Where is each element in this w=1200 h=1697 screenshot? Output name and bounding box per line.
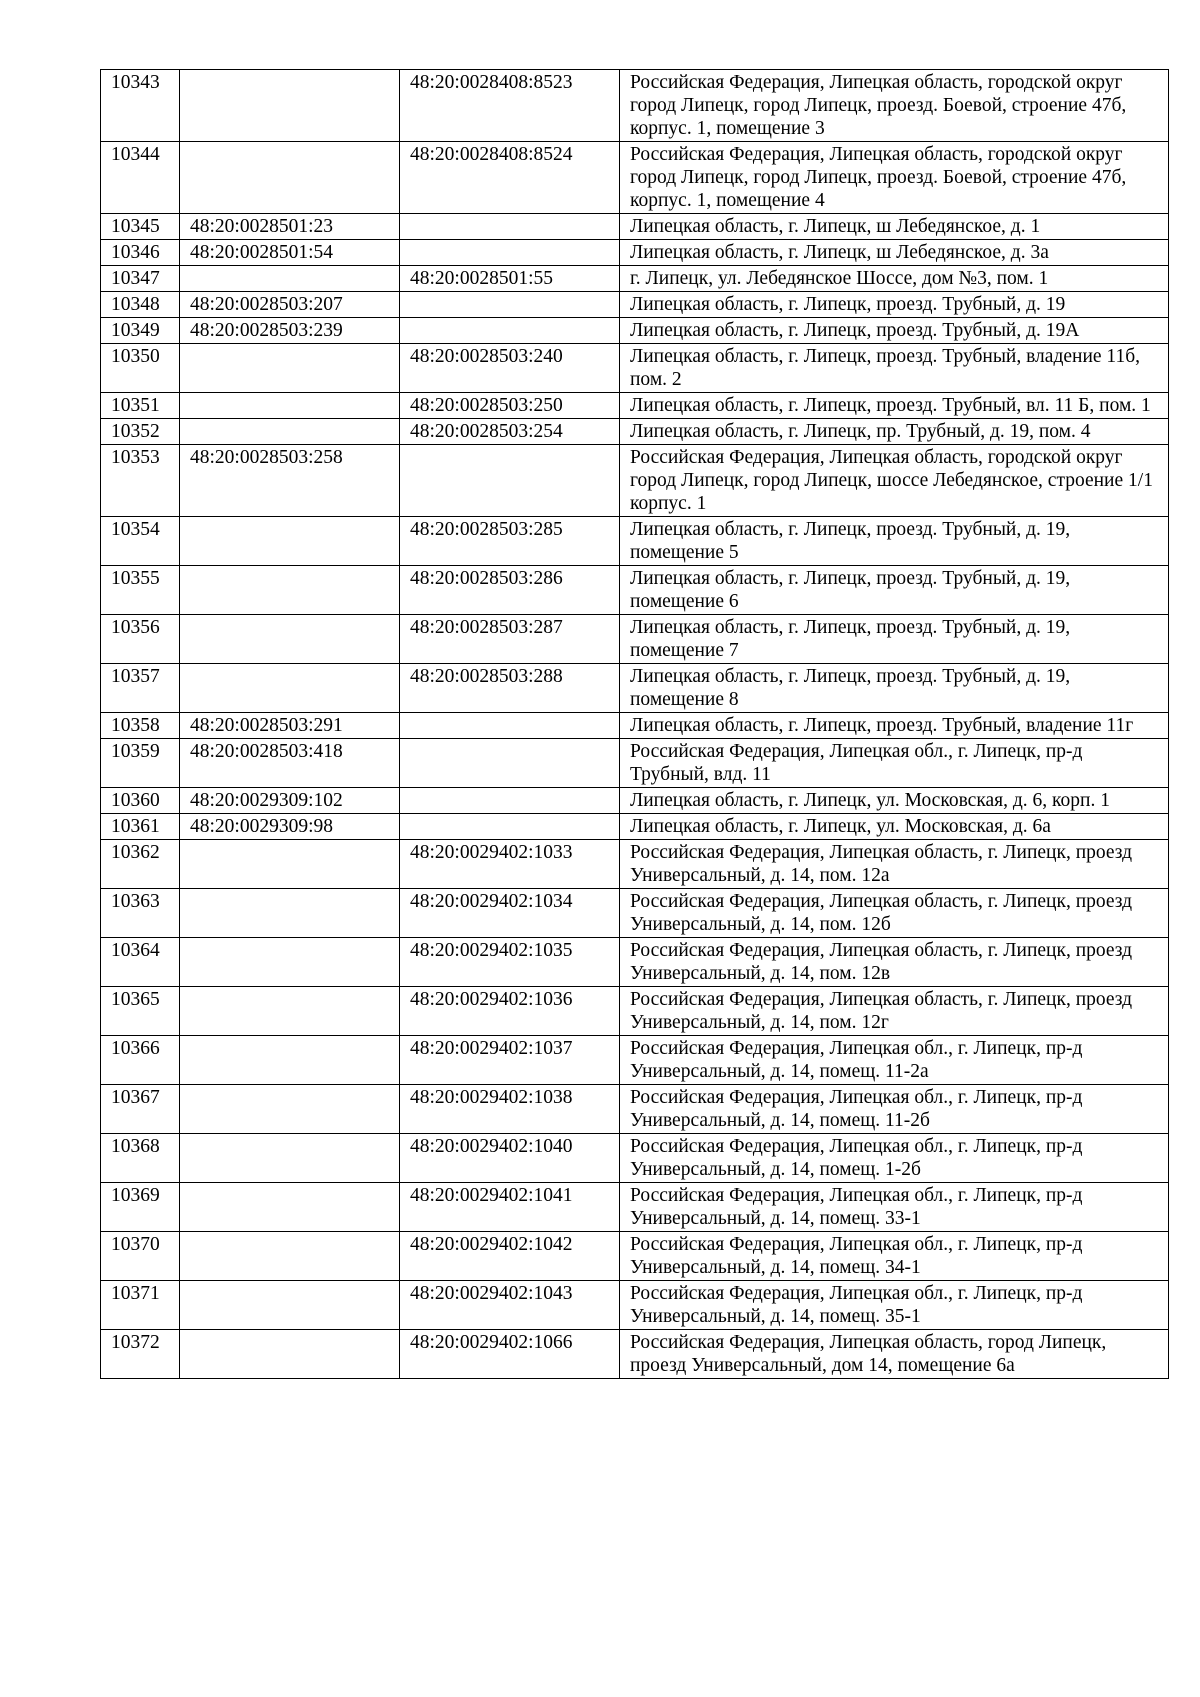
land-cadastral-number-cell: 48:20:0028503:258 <box>180 445 400 517</box>
row-number-cell: 10368 <box>101 1134 180 1183</box>
address-cell: Российская Федерация, Липецкая область, городской округ город Липецк, город Липецк, проезд. Боевой, строение 47б, корпус. 1, помещение 3 <box>620 70 1169 142</box>
land-cadastral-number-cell <box>180 1281 400 1330</box>
land-cadastral-number-cell: 48:20:0028503:291 <box>180 713 400 739</box>
object-cadastral-number-cell: 48:20:0028503:287 <box>400 615 620 664</box>
table-row <box>101 266 1169 292</box>
address-cell: Липецкая область, г. Липецк, проезд. Трубный, д. 19А <box>620 318 1169 344</box>
object-cadastral-number-cell <box>400 788 620 814</box>
row-number-cell: 10372 <box>101 1330 180 1379</box>
land-cadastral-number-cell: 48:20:0028501:23 <box>180 214 400 240</box>
address-cell: Липецкая область, г. Липецк, ш Лебедянское, д. 3а <box>620 240 1169 266</box>
object-cadastral-number-cell: 48:20:0029402:1038 <box>400 1085 620 1134</box>
table-row <box>101 1134 1169 1183</box>
address-cell: Липецкая область, г. Липецк, ул. Московская, д. 6, корп. 1 <box>620 788 1169 814</box>
address-cell: Липецкая область, г. Липецк, проезд. Трубный, д. 19 <box>620 292 1169 318</box>
land-cadastral-number-cell: 48:20:0028501:54 <box>180 240 400 266</box>
object-cadastral-number-cell <box>400 713 620 739</box>
row-number-cell: 10369 <box>101 1183 180 1232</box>
object-cadastral-number-cell: 48:20:0029402:1035 <box>400 938 620 987</box>
address-cell: Липецкая область, г. Липецк, ул. Московская, д. 6а <box>620 814 1169 840</box>
land-cadastral-number-cell <box>180 344 400 393</box>
address-cell: Липецкая область, г. Липецк, ш Лебедянское, д. 1 <box>620 214 1169 240</box>
object-cadastral-number-cell: 48:20:0029402:1042 <box>400 1232 620 1281</box>
row-number-cell: 10371 <box>101 1281 180 1330</box>
table-row <box>101 938 1169 987</box>
object-cadastral-number-cell: 48:20:0028503:240 <box>400 344 620 393</box>
row-number-cell: 10352 <box>101 419 180 445</box>
address-cell: Липецкая область, г. Липецк, проезд. Трубный, д. 19, помещение 6 <box>620 566 1169 615</box>
table-row <box>101 318 1169 344</box>
object-cadastral-number-cell <box>400 214 620 240</box>
address-cell: Российская Федерация, Липецкая обл., г. Липецк, пр-д Трубный, влд. 11 <box>620 739 1169 788</box>
table-row <box>101 840 1169 889</box>
land-cadastral-number-cell <box>180 70 400 142</box>
table-row <box>101 517 1169 566</box>
row-number-cell: 10350 <box>101 344 180 393</box>
address-cell: Российская Федерация, Липецкая область, городской округ город Липецк, город Липецк, проезд. Боевой, строение 47б, корпус. 1, помещение 4 <box>620 142 1169 214</box>
land-cadastral-number-cell: 48:20:0028503:239 <box>180 318 400 344</box>
land-cadastral-number-cell <box>180 1134 400 1183</box>
row-number-cell: 10356 <box>101 615 180 664</box>
object-cadastral-number-cell <box>400 445 620 517</box>
land-cadastral-number-cell <box>180 664 400 713</box>
table-row <box>101 1183 1169 1232</box>
object-cadastral-number-cell: 48:20:0028408:8524 <box>400 142 620 214</box>
address-cell: Липецкая область, г. Липецк, проезд. Трубный, владение 11г <box>620 713 1169 739</box>
table-row <box>101 889 1169 938</box>
row-number-cell: 10346 <box>101 240 180 266</box>
table-row <box>101 142 1169 214</box>
object-cadastral-number-cell: 48:20:0028408:8523 <box>400 70 620 142</box>
address-cell: Российская Федерация, Липецкая обл., г. Липецк, пр-д Универсальный, д. 14, помещ. 35-1 <box>620 1281 1169 1330</box>
row-number-cell: 10370 <box>101 1232 180 1281</box>
object-cadastral-number-cell: 48:20:0029402:1036 <box>400 987 620 1036</box>
address-cell: Липецкая область, г. Липецк, проезд. Трубный, д. 19, помещение 7 <box>620 615 1169 664</box>
row-number-cell: 10362 <box>101 840 180 889</box>
table-row <box>101 1085 1169 1134</box>
address-cell: Российская Федерация, Липецкая область, городской округ город Липецк, город Липецк, шоссе Лебедянское, строение 1/1 корпус. 1 <box>620 445 1169 517</box>
object-cadastral-number-cell: 48:20:0029402:1034 <box>400 889 620 938</box>
object-cadastral-number-cell <box>400 292 620 318</box>
row-number-cell: 10359 <box>101 739 180 788</box>
address-cell: Липецкая область, г. Липецк, проезд. Трубный, владение 11б, пом. 2 <box>620 344 1169 393</box>
row-number-cell: 10353 <box>101 445 180 517</box>
table-row <box>101 739 1169 788</box>
land-cadastral-number-cell <box>180 419 400 445</box>
address-cell: Российская Федерация, Липецкая область, город Липецк, проезд Универсальный, дом 14, помещение 6а <box>620 1330 1169 1379</box>
address-cell: Липецкая область, г. Липецк, проезд. Трубный, вл. 11 Б, пом. 1 <box>620 393 1169 419</box>
land-cadastral-number-cell <box>180 1183 400 1232</box>
land-cadastral-number-cell <box>180 266 400 292</box>
table-row <box>101 713 1169 739</box>
table-row <box>101 1281 1169 1330</box>
object-cadastral-number-cell: 48:20:0028503:250 <box>400 393 620 419</box>
address-cell: Российская Федерация, Липецкая область, г. Липецк, проезд Универсальный, д. 14, пом. 12а <box>620 840 1169 889</box>
object-cadastral-number-cell: 48:20:0028503:286 <box>400 566 620 615</box>
table-row <box>101 1232 1169 1281</box>
land-cadastral-number-cell <box>180 393 400 419</box>
property-register-table <box>100 69 1169 1379</box>
table-row <box>101 1036 1169 1085</box>
table-row <box>101 70 1169 142</box>
land-cadastral-number-cell <box>180 1232 400 1281</box>
object-cadastral-number-cell: 48:20:0028503:254 <box>400 419 620 445</box>
table-row <box>101 344 1169 393</box>
row-number-cell: 10364 <box>101 938 180 987</box>
land-cadastral-number-cell <box>180 987 400 1036</box>
address-cell: Российская Федерация, Липецкая обл., г. Липецк, пр-д Универсальный, д. 14, помещ. 33-1 <box>620 1183 1169 1232</box>
table-row <box>101 615 1169 664</box>
table-row <box>101 419 1169 445</box>
object-cadastral-number-cell: 48:20:0028503:288 <box>400 664 620 713</box>
row-number-cell: 10348 <box>101 292 180 318</box>
land-cadastral-number-cell <box>180 142 400 214</box>
land-cadastral-number-cell <box>180 1036 400 1085</box>
row-number-cell: 10365 <box>101 987 180 1036</box>
object-cadastral-number-cell: 48:20:0029402:1040 <box>400 1134 620 1183</box>
address-cell: Российская Федерация, Липецкая область, г. Липецк, проезд Универсальный, д. 14, пом. 12в <box>620 938 1169 987</box>
table-row <box>101 664 1169 713</box>
land-cadastral-number-cell: 48:20:0029309:102 <box>180 788 400 814</box>
row-number-cell: 10354 <box>101 517 180 566</box>
land-cadastral-number-cell: 48:20:0028503:207 <box>180 292 400 318</box>
object-cadastral-number-cell <box>400 318 620 344</box>
row-number-cell: 10367 <box>101 1085 180 1134</box>
land-cadastral-number-cell <box>180 889 400 938</box>
land-cadastral-number-cell: 48:20:0029309:98 <box>180 814 400 840</box>
row-number-cell: 10351 <box>101 393 180 419</box>
row-number-cell: 10363 <box>101 889 180 938</box>
land-cadastral-number-cell <box>180 938 400 987</box>
land-cadastral-number-cell <box>180 1330 400 1379</box>
object-cadastral-number-cell: 48:20:0029402:1033 <box>400 840 620 889</box>
object-cadastral-number-cell: 48:20:0029402:1041 <box>400 1183 620 1232</box>
row-number-cell: 10343 <box>101 70 180 142</box>
row-number-cell: 10345 <box>101 214 180 240</box>
object-cadastral-number-cell: 48:20:0029402:1066 <box>400 1330 620 1379</box>
row-number-cell: 10347 <box>101 266 180 292</box>
address-cell: Российская Федерация, Липецкая обл., г. Липецк, пр-д Универсальный, д. 14, помещ. 1-2б <box>620 1134 1169 1183</box>
land-cadastral-number-cell <box>180 566 400 615</box>
table-row <box>101 814 1169 840</box>
address-cell: Российская Федерация, Липецкая обл., г. Липецк, пр-д Универсальный, д. 14, помещ. 11-2б <box>620 1085 1169 1134</box>
land-cadastral-number-cell: 48:20:0028503:418 <box>180 739 400 788</box>
table-row <box>101 987 1169 1036</box>
address-cell: Липецкая область, г. Липецк, проезд. Трубный, д. 19, помещение 5 <box>620 517 1169 566</box>
object-cadastral-number-cell: 48:20:0028501:55 <box>400 266 620 292</box>
address-cell: Российская Федерация, Липецкая обл., г. Липецк, пр-д Универсальный, д. 14, помещ. 34-1 <box>620 1232 1169 1281</box>
table-row <box>101 214 1169 240</box>
object-cadastral-number-cell <box>400 814 620 840</box>
row-number-cell: 10361 <box>101 814 180 840</box>
table-row <box>101 1330 1169 1379</box>
land-cadastral-number-cell <box>180 615 400 664</box>
table-row <box>101 240 1169 266</box>
table-row <box>101 445 1169 517</box>
address-cell: Российская Федерация, Липецкая область, г. Липецк, проезд Универсальный, д. 14, пом. 12б <box>620 889 1169 938</box>
address-cell: Российская Федерация, Липецкая обл., г. Липецк, пр-д Универсальный, д. 14, помещ. 11-2а <box>620 1036 1169 1085</box>
table-row <box>101 566 1169 615</box>
object-cadastral-number-cell <box>400 739 620 788</box>
table-row <box>101 393 1169 419</box>
land-cadastral-number-cell <box>180 1085 400 1134</box>
row-number-cell: 10355 <box>101 566 180 615</box>
row-number-cell: 10358 <box>101 713 180 739</box>
object-cadastral-number-cell: 48:20:0029402:1043 <box>400 1281 620 1330</box>
address-cell: г. Липецк, ул. Лебедянское Шоссе, дом №3, пом. 1 <box>620 266 1169 292</box>
address-cell: Российская Федерация, Липецкая область, г. Липецк, проезд Универсальный, д. 14, пом. 12г <box>620 987 1169 1036</box>
object-cadastral-number-cell: 48:20:0028503:285 <box>400 517 620 566</box>
row-number-cell: 10366 <box>101 1036 180 1085</box>
address-cell: Липецкая область, г. Липецк, проезд. Трубный, д. 19, помещение 8 <box>620 664 1169 713</box>
table-row <box>101 788 1169 814</box>
row-number-cell: 10344 <box>101 142 180 214</box>
table-row <box>101 292 1169 318</box>
row-number-cell: 10360 <box>101 788 180 814</box>
row-number-cell: 10357 <box>101 664 180 713</box>
table-body <box>101 70 1169 1379</box>
land-cadastral-number-cell <box>180 517 400 566</box>
land-cadastral-number-cell <box>180 840 400 889</box>
object-cadastral-number-cell <box>400 240 620 266</box>
object-cadastral-number-cell: 48:20:0029402:1037 <box>400 1036 620 1085</box>
row-number-cell: 10349 <box>101 318 180 344</box>
address-cell: Липецкая область, г. Липецк, пр. Трубный, д. 19, пом. 4 <box>620 419 1169 445</box>
